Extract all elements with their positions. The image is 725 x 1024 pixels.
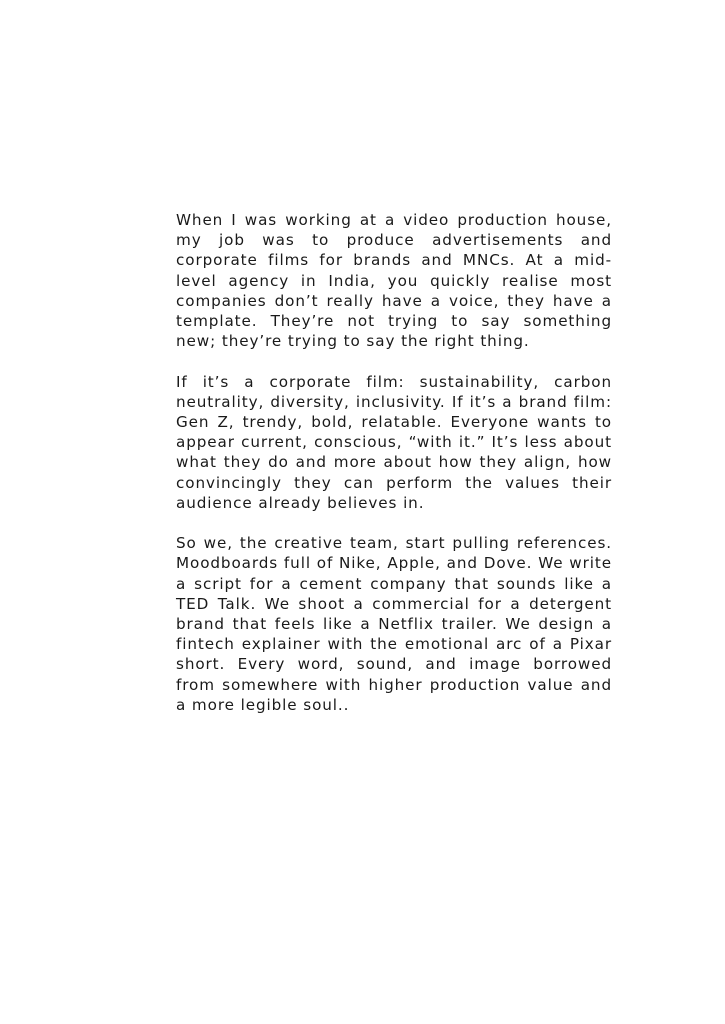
paragraph-1: When I was working at a video production house, my job was to produce advertisements and corporate films for brands and MNCs. At a mid-level agency in India, you quickly realise most companies don’t really have a voice, they have a template. They’re not trying to say something new; they’re trying to say the right thing. <box>176 211 612 351</box>
paragraph-3: So we, the creative team, start pulling references. Moodboards full of Nike, Apple, and Dove. We write a script for a cement company that sounds like a TED Talk. We shoot a commercial for a detergent brand that feels like a Netflix trailer. We design a fintech explainer with the emotional arc of a Pixar short. Every word, sound, and image borrowed from somewhere with higher production value and a more legible soul.. <box>176 534 612 714</box>
paragraph-2: If it’s a corporate film: sustainability, carbon neutrality, diversity, inclusivity. If it’s a brand film: Gen Z, trendy, bold, relatable. Everyone wants to appear current, conscious, “with it.” It’s less about what they do and more about how they align, how convincingly they can perform the values their audience already believes in. <box>176 372 612 512</box>
body-text <box>176 210 612 715</box>
